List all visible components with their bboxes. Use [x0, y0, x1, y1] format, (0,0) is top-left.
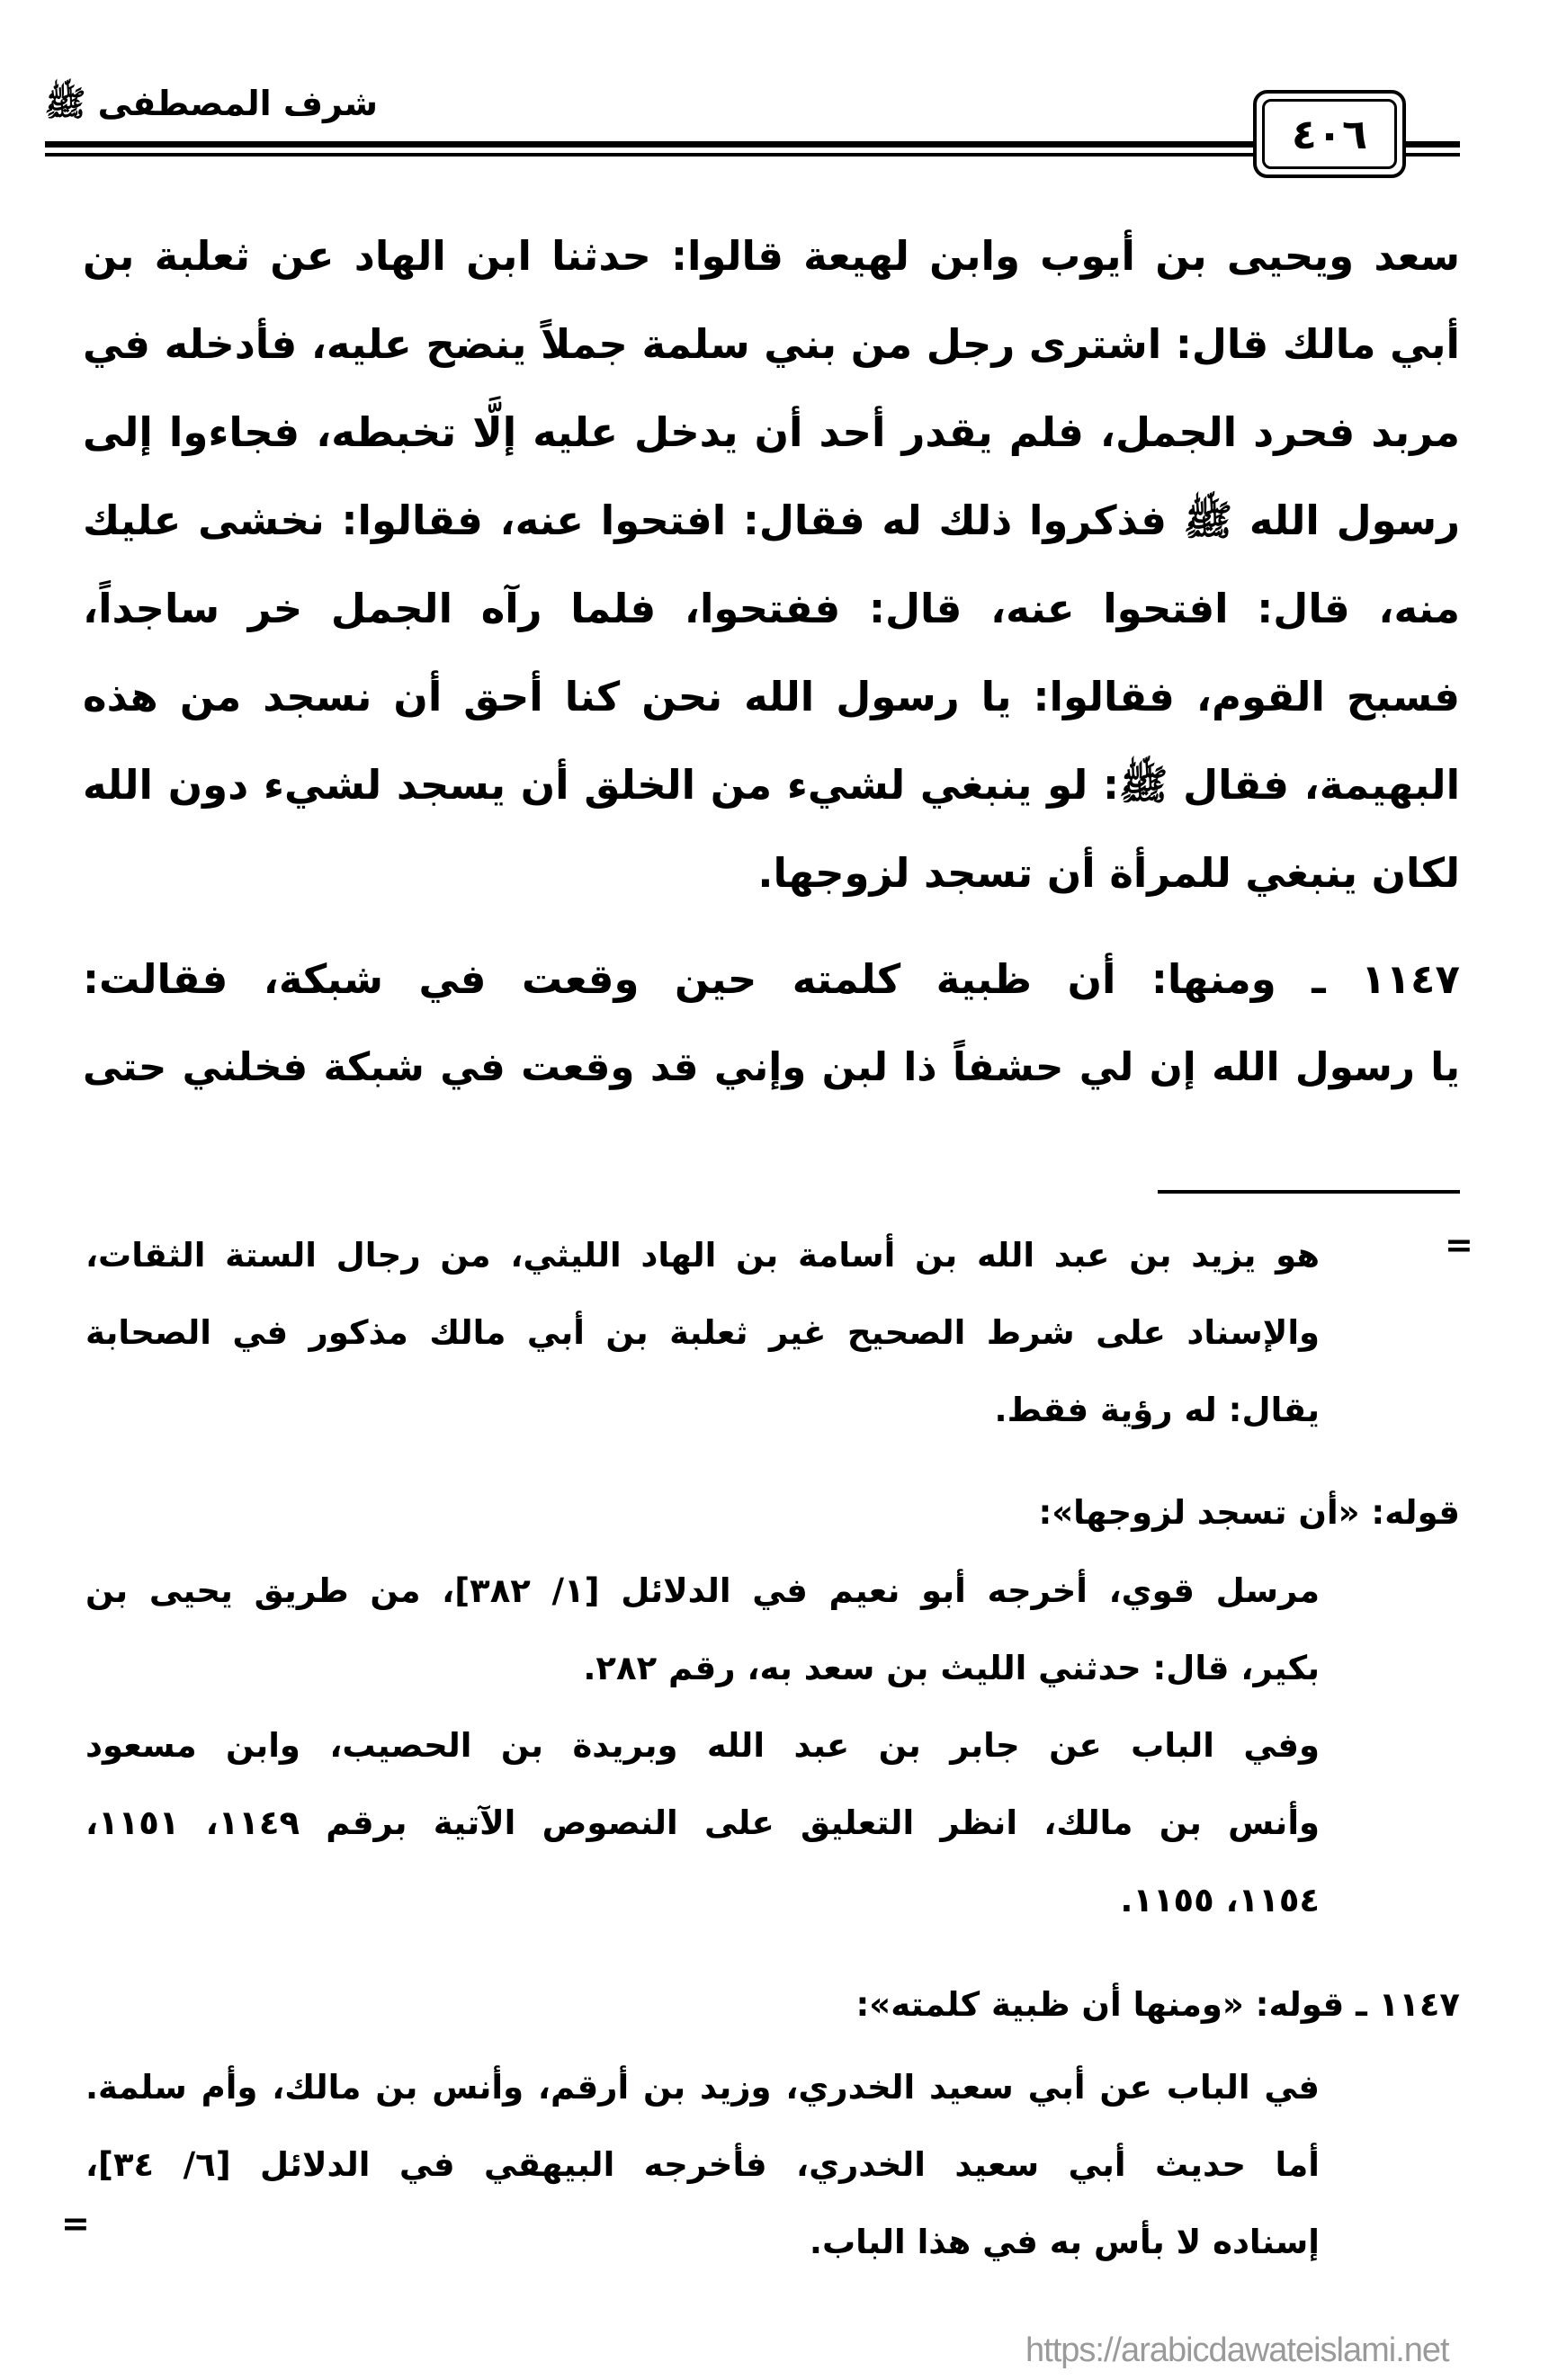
footnote-heading-text: قوله: «أن تسجد لزوجها»: — [1038, 1493, 1460, 1532]
hadith-1147-line: ١١٤٧ ـ ومنها: أن ظبية كلمته حين وقعت في شبكة، فقالت: — [83, 955, 1460, 1003]
footnote-heading — [85, 1474, 1460, 1552]
footnote-heading — [85, 1966, 1460, 2044]
footnote-continued — [85, 1217, 1320, 1449]
footnote-line: هو يزيد بن عبد الله بن أسامة بن الهاد الليثي، من رجال الستة الثقات، — [85, 1236, 1320, 1275]
page-number-frame — [1253, 90, 1406, 178]
footnote-line: والإسناد على شرط الصحيح غير ثعلبة بن أبي مالك مذكور في الصحابة — [85, 1313, 1320, 1352]
footnote-line: وفي الباب عن جابر بن عبد الله وبريدة بن الحصيب، وابن مسعود — [85, 1726, 1320, 1765]
footnote-heading-text: ١١٤٧ ـ قوله: «ومنها أن ظبية كلمته»: — [855, 1985, 1460, 2024]
continuation-marker: = — [1445, 1225, 1473, 1265]
footnote-line: بكير، قال: حدثني الليث بن سعد به، رقم ٢٨٢. — [583, 1649, 1320, 1687]
text-line: فسبح القوم، فقالوا: يا رسول الله نحن كنا أحق أن نسجد من هذه — [83, 673, 1460, 720]
footnote-line: مرسل قوي، أخرجه أبو نعيم في الدلائل [١/ ٣٨٢]، من طريق يحيى بن — [85, 1571, 1320, 1610]
footnote-line: أما حديث أبي سعيد الخدري، فأخرجه البيهقي في الدلائل [٦/ ٣٤]، — [85, 2145, 1320, 2184]
text-line: سعد ويحيى بن أيوب وابن لهيعة قالوا: حدثنا ابن الهاد عن ثعلبة بن — [83, 232, 1460, 280]
footnote-line: إسناده لا بأس به في هذا الباب. — [809, 2223, 1320, 2261]
footnote-note2 — [85, 2049, 1320, 2281]
text-line: مربد فحرد الجمل، فلم يقدر أحد أن يدخل عليه إلَّا تخبطه، فجاءوا إلى — [83, 408, 1460, 456]
text-line: منه، قال: افتحوا عنه، قال: ففتحوا، فلما رآه الجمل خر ساجداً، — [83, 585, 1460, 632]
text-line: رسول الله ﷺ فذكروا ذلك له فقال: افتحوا عنه، فقالوا: نخشى عليك — [83, 497, 1460, 544]
header-rule-thin — [45, 153, 1460, 157]
main-text — [83, 212, 1460, 1112]
text-line: أبي مالك قال: اشترى رجل من بني سلمة جملاً ينضح عليه، فأدخله في — [82, 320, 1460, 368]
text-line: البهيمة، فقال ﷺ: لو ينبغي لشيء من الخلق أن يسجد لشيء دون الله — [83, 761, 1460, 809]
footnote-line: ١١٥٤، ١١٥٥. — [1120, 1881, 1320, 1919]
text-line: لكان ينبغي للمرأة أن تسجد لزوجها. — [757, 849, 1460, 897]
footnote-line: وأنس بن مالك، انظر التعليق على النصوص الآتية برقم ١١٤٩، ١١٥١، — [85, 1803, 1321, 1842]
footnote-note1 — [85, 1552, 1320, 1939]
page-number: ٤٠٦ — [1262, 99, 1397, 169]
header-rule-thick — [45, 141, 1460, 148]
running-header-title: شرف المصطفى ﷺ — [44, 84, 378, 123]
footnote-separator — [1158, 1190, 1460, 1194]
footnote-line: في الباب عن أبي سعيد الخدري، وزيد بن أرقم، وأنس بن مالك، وأم سلمة. — [85, 2068, 1320, 2107]
hadith-1147-line: يا رسول الله إن لي حشفاً ذا لبن وإني قد وقعت في شبكة فخلني حتى — [83, 1045, 1460, 1090]
watermark-url: https://arabicdawateislami.net — [1025, 2331, 1449, 2369]
continuation-marker-end: = — [61, 2204, 90, 2243]
footnote-line: يقال: له رؤية فقط. — [994, 1391, 1320, 1429]
